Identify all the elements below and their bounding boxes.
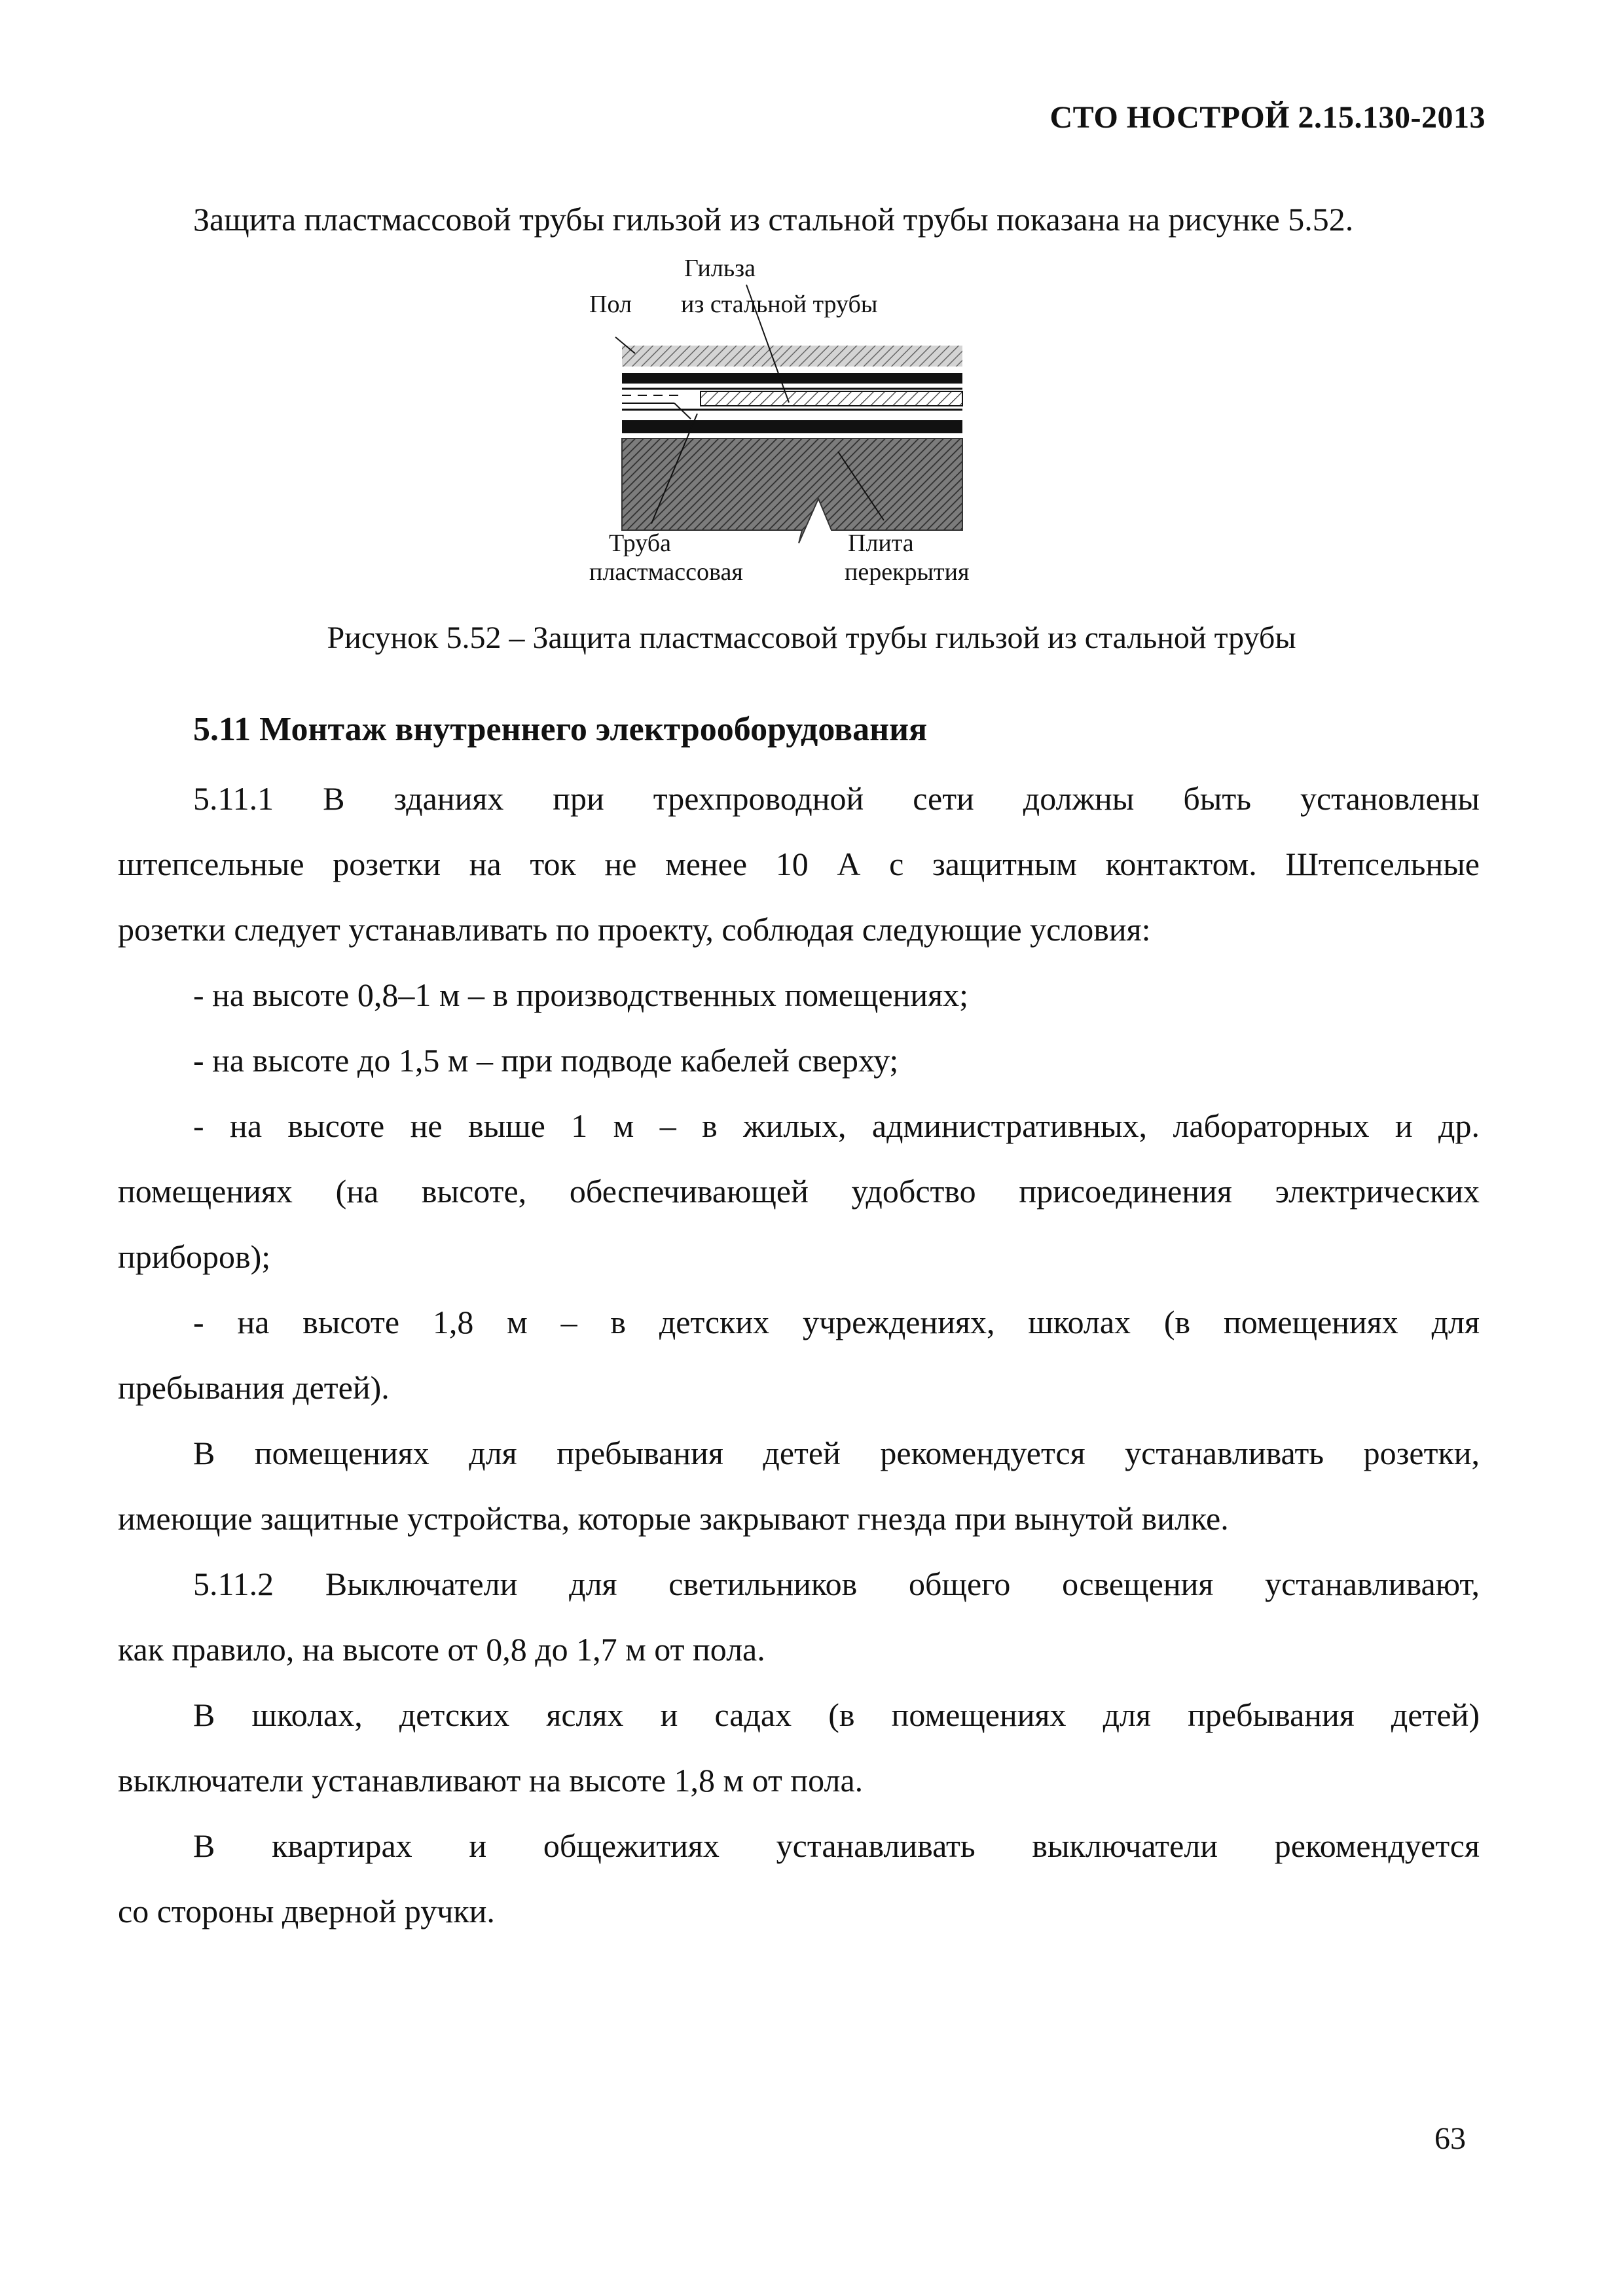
section-heading: 5.11 Монтаж внутреннего электрооборудования	[193, 711, 928, 748]
steel-sleeve	[701, 391, 962, 406]
bullet-1: - на высоте 0,8–1 м – в производственных помещениях;	[193, 977, 969, 1013]
screed-layer	[622, 420, 962, 433]
p3-line2: как правило, на высоте от 0,8 до 1,7 м от пола.	[118, 1631, 765, 1668]
label-pipe-line2: пластмассовая	[589, 558, 743, 586]
p1-line3: розетки следует устанавливать по проекту, соблюдая следующие условия:	[118, 911, 1151, 948]
floor-base-line	[622, 373, 962, 384]
label-slab-line2: перекрытия	[845, 558, 970, 586]
figure-5-52	[576, 255, 1048, 609]
p5-line2: со стороны дверной ручки.	[118, 1893, 495, 1929]
floor-layer	[622, 346, 962, 367]
label-pipe-line1: Труба	[609, 529, 671, 557]
label-sleeve-line2: из стальной трубы	[681, 291, 878, 318]
document-code-header: СТО НОСТРОЙ 2.15.130-2013	[1049, 100, 1486, 135]
floor-slab	[622, 439, 962, 543]
bullet-4-line1: - на высоте 1,8 м – в детских учреждениях, школах (в помещениях для	[193, 1304, 1480, 1340]
label-sleeve-line1: Гильза	[684, 255, 756, 282]
label-floor: Пол	[589, 291, 632, 318]
p5-line1: В квартирах и общежитиях устанавливать выключатели рекомендуется	[193, 1827, 1480, 1864]
bullet-3-line2: помещениях (на высоте, обеспечивающей удобство присоединения электрических	[118, 1173, 1480, 1210]
page-number: 63	[1434, 2121, 1466, 2156]
p1-line1: 5.11.1 В зданиях при трехпроводной сети должны быть установлены	[193, 780, 1480, 817]
bullet-2: - на высоте до 1,5 м – при подводе кабелей сверху;	[193, 1042, 899, 1079]
bullet-3-line3: приборов);	[118, 1238, 271, 1275]
bullet-4-line2: пребывания детей).	[118, 1369, 390, 1406]
p4-line1: В школах, детских яслях и садах (в помещениях для пребывания детей)	[193, 1696, 1480, 1733]
intro-paragraph: Защита пластмассовой трубы гильзой из стальной трубы показана на рисунке 5.52.	[193, 201, 1354, 238]
p4-line2: выключатели устанавливают на высоте 1,8 м от пола.	[118, 1762, 864, 1799]
p1-line2: штепсельные розетки на ток не менее 10 А с защитным контактом. Штепсельные	[118, 846, 1480, 882]
bullet-3-line1: - на высоте не выше 1 м – в жилых, административных, лабораторных и др.	[193, 1107, 1480, 1144]
p3-line1: 5.11.2 Выключатели для светильников общего освещения устанавливают,	[193, 1566, 1480, 1602]
p2-line1: В помещениях для пребывания детей рекомендуется устанавливать розетки,	[193, 1435, 1480, 1471]
figure-caption: Рисунок 5.52 – Защита пластмассовой трубы гильзой из стальной трубы	[327, 620, 1296, 655]
label-slab-line1: Плита	[848, 529, 914, 557]
p2-line2: имеющие защитные устройства, которые закрывают гнезда при вынутой вилке.	[118, 1500, 1229, 1537]
